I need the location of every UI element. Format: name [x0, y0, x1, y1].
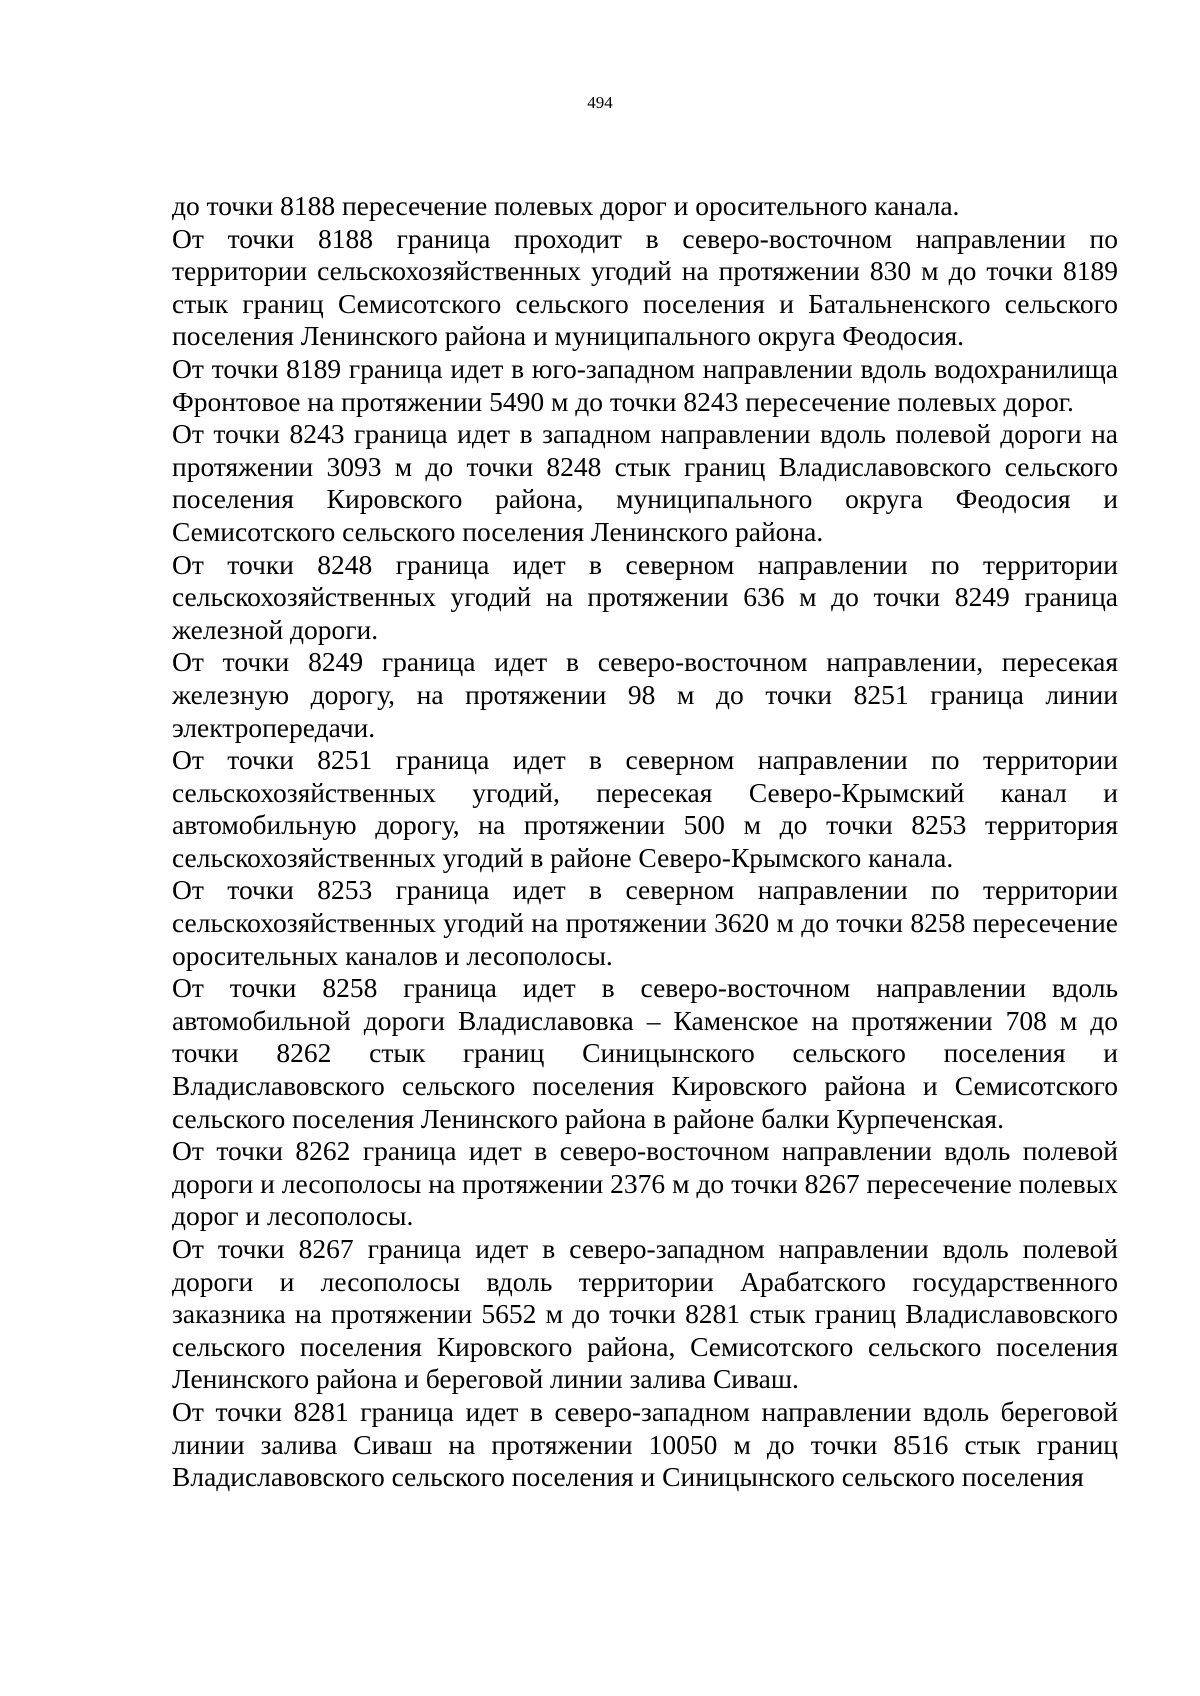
paragraph: От точки 8267 граница идет в северо-западном направлении вдоль полевой дороги и лесополосы вдоль территории Арабатского государственного заказника на протяжении 5652 м до точки 8281 стык границ Владиславовского сельского поселения Кировского района, Семисотского сельского поселения Ленинского района и береговой линии залива Сиваш. [172, 1233, 1118, 1395]
document-body [172, 190, 1118, 1494]
paragraph: От точки 8258 граница идет в северо-восточном направлении вдоль автомобильной дороги Владиславовка – Каменское на протяжении 708 м до точки 8262 стык границ Синицынского сельского поселения и Владиславовского сельского поселения Кировского района и Семисотского сельского поселения Ленинского района в районе балки Курпеченская. [172, 972, 1118, 1134]
paragraph: От точки 8253 граница идет в северном направлении по территории сельскохозяйственных угодий на протяжении 3620 м до точки 8258 пересечение оросительных каналов и лесополосы. [172, 874, 1118, 971]
paragraph: до точки 8188 пересечение полевых дорог и оросительного канала. [172, 190, 960, 221]
paragraph: От точки 8188 граница проходит в северо-восточном направлении по территории сельскохозяйственных угодий на протяжении 830 м до точки 8189 стык границ Семисотского сельского поселения и Батальненского сельского поселения Ленинского района и муниципального округа Феодосия. [172, 222, 1118, 352]
paragraph: От точки 8249 граница идет в северо-восточном направлении, пересекая железную дорогу, на протяжении 98 м до точки 8251 граница линии электропередачи. [172, 646, 1118, 743]
paragraph: От точки 8243 граница идет в западном направлении вдоль полевой дороги на протяжении 3093 м до точки 8248 стык границ Владиславовского сельского поселения Кировского района, муниципального округа Феодосия и Семисотского сельского поселения Ленинского района. [172, 418, 1118, 547]
paragraph: От точки 8251 граница идет в северном направлении по территории сельскохозяйственных угодий, пересекая Северо-Крымский канал и автомобильную дорогу, на протяжении 500 м до точки 8253 территория сельскохозяйственных угодий в районе Северо-Крымского канала. [172, 744, 1118, 873]
paragraph: От точки 8281 граница идет в северо-западном направлении вдоль береговой линии залива Сиваш на протяжении 10050 м до точки 8516 стык границ Владиславовского сельского поселения и Синицынского сельского поселения [172, 1395, 1118, 1493]
paragraph: От точки 8262 граница идет в северо-восточном направлении вдоль полевой дороги и лесополосы на протяжении 2376 м до точки 8267 пересечение полевых дорог и лесополосы. [172, 1135, 1118, 1232]
page-number: 494 [587, 93, 613, 112]
paragraph: От точки 8248 граница идет в северном направлении по территории сельскохозяйственных угодий на протяжении 636 м до точки 8249 граница железной дороги. [172, 548, 1118, 645]
paragraph: От точки 8189 граница идет в юго-западном направлении вдоль водохранилища Фронтовое на протяжении 5490 м до точки 8243 пересечение полевых дорог. [172, 352, 1118, 417]
